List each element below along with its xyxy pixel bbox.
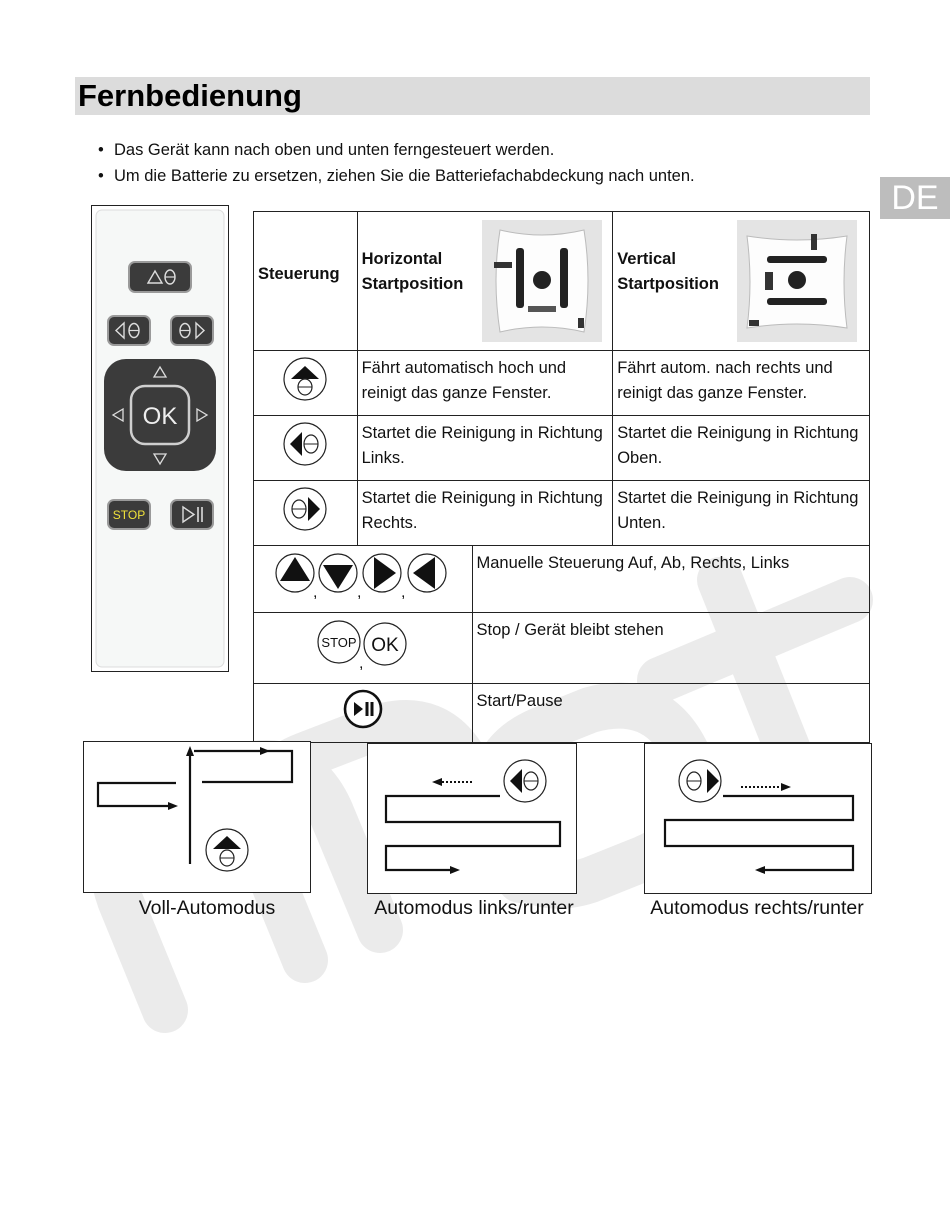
window-robot-vertical-image (737, 220, 857, 342)
row-horizontal-text: Startet die Reinigung in Richtung Rechts. (357, 481, 613, 546)
header-horizontal-cell (357, 212, 613, 351)
auto-up-icon-cell (254, 351, 358, 416)
arrow-keys-icon-cell (254, 546, 473, 613)
auto-up-icon (282, 356, 328, 402)
diagram-auto-right-down (644, 743, 872, 894)
info-bullets (98, 137, 695, 189)
wide-row-text: Stop / Gerät bleibt stehen (472, 613, 870, 684)
header-vertical-cell (613, 212, 870, 351)
stop-ok-icon (317, 618, 409, 670)
play-pause-icon (342, 689, 384, 729)
table-row (254, 351, 870, 416)
arrow-keys-icon (275, 551, 451, 599)
table-row (254, 416, 870, 481)
svg-text:,: , (312, 584, 318, 599)
wide-row-text: Manuelle Steuerung Auf, Ab, Rechts, Links (472, 546, 870, 613)
header-steuerung: Steuerung (254, 212, 358, 351)
svg-text:,: , (356, 584, 362, 599)
row-horizontal-text: Fährt automatisch hoch und reinigt das ganze Fenster. (357, 351, 613, 416)
remote-stop-label: STOP (112, 508, 146, 522)
stop-label: STOP (321, 635, 357, 650)
auto-right-icon-cell (254, 481, 358, 546)
svg-text:,: , (400, 584, 406, 599)
path-full-auto-icon (84, 742, 310, 892)
table-row (254, 684, 870, 743)
table-header-row (254, 212, 870, 351)
bullet-item: • Das Gerät kann nach oben und unten ferngesteuert werden. (98, 137, 695, 163)
play-pause-icon-cell (254, 684, 473, 743)
caption-auto-right-down: Automodus rechts/runter (650, 897, 864, 919)
table-row (254, 613, 870, 684)
remote-control-frame (91, 205, 229, 672)
remote-ok-label: OK (142, 403, 178, 430)
diagram-auto-left-down (367, 743, 577, 894)
row-horizontal-text: Startet die Reinigung in Richtung Links. (357, 416, 613, 481)
table-row (254, 481, 870, 546)
row-vertical-text: Startet die Reinigung in Richtung Unten. (613, 481, 870, 546)
section-title-bar (75, 77, 870, 115)
language-tab: DE (880, 177, 950, 219)
path-left-down-icon (368, 744, 576, 893)
ok-label: OK (371, 635, 399, 656)
auto-left-icon-cell (254, 416, 358, 481)
header-vertical: Vertical Startposition (617, 250, 719, 293)
window-robot-horizontal-image (482, 220, 602, 342)
svg-text:,: , (358, 655, 364, 670)
row-vertical-text: Startet die Reinigung in Richtung Oben. (613, 416, 870, 481)
header-horizontal: Horizontal Startposition (361, 250, 464, 293)
auto-left-icon (282, 421, 328, 467)
control-table (253, 211, 870, 743)
bullet-item: • Um die Batterie zu ersetzen, ziehen Sie die Batteriefachabdeckung nach unten. (98, 163, 695, 189)
row-vertical-text: Fährt autom. nach rechts und reinigt das ganze Fenster. (613, 351, 870, 416)
diagram-full-auto (83, 741, 311, 893)
stop-ok-icon-cell (254, 613, 473, 684)
caption-auto-left-down: Automodus links/runter (374, 897, 574, 919)
auto-right-icon (282, 486, 328, 532)
wide-row-text: Start/Pause (472, 684, 870, 743)
remote-control-icon (92, 206, 228, 671)
path-right-down-icon (645, 744, 871, 893)
table-row (254, 546, 870, 613)
caption-full-auto: Voll-Automodus (138, 897, 276, 919)
page-title: Fernbedienung (78, 78, 302, 113)
